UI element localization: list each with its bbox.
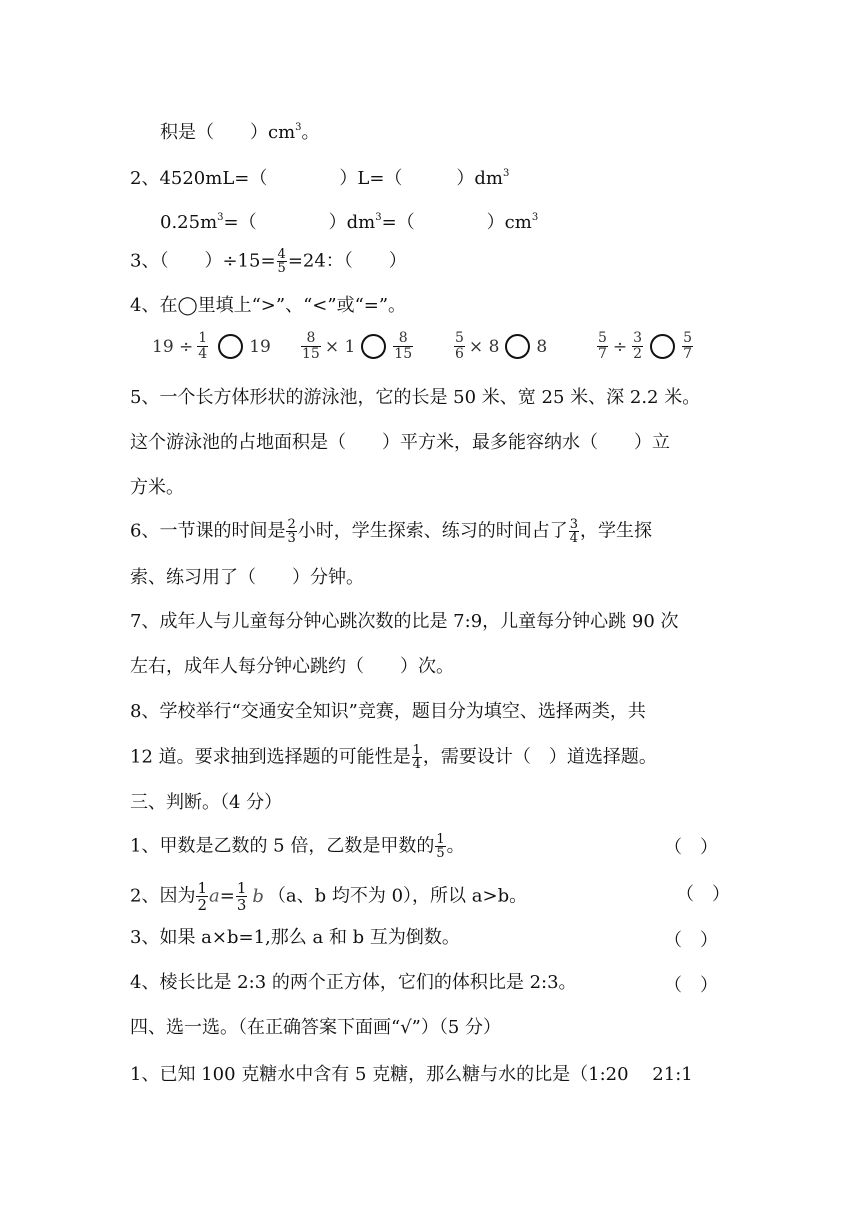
text: 积是（ ）cm <box>160 122 296 143</box>
text: 索、练习用了（ ）分钟。 <box>130 567 364 588</box>
judge-1-answer-parens[interactable]: （ ） <box>664 837 718 858</box>
text: 19 ÷ <box>152 336 194 357</box>
text: 4、在◯里填上“>”、“<”或“=”。 <box>130 295 407 316</box>
answer-circle[interactable] <box>361 334 386 359</box>
text: 左右，成年人每分钟心跳约（ ）次。 <box>130 656 454 677</box>
text: 三、判断。（4 分） <box>130 792 283 813</box>
fraction <box>632 331 643 362</box>
text: 。 <box>301 122 320 143</box>
question-8-line-1 <box>130 700 646 724</box>
superscript: 3 <box>531 212 539 223</box>
question-3 <box>130 248 407 275</box>
text: 3、（ ）÷15= <box>130 250 276 272</box>
numerator: 3 <box>633 330 643 346</box>
text: × 8 <box>468 336 500 357</box>
answer-circle[interactable] <box>218 334 243 359</box>
numerator: 2 <box>287 517 296 532</box>
question-6-line-1 <box>130 518 652 545</box>
text: 2、4520mL=（ ）L=（ ）dm <box>130 168 503 189</box>
fraction <box>435 833 445 860</box>
text: 7、成年人与儿童每分钟心跳次数的比是 7:9，儿童每分钟心跳 90 次 <box>130 611 679 632</box>
fraction <box>236 880 248 913</box>
text: 方米。 <box>130 477 184 498</box>
text: 四、选一选。（在正确答案下面画“√”）（5 分） <box>130 1017 502 1038</box>
denominator: 5 <box>436 846 445 861</box>
text: 19 <box>249 336 271 357</box>
fraction <box>454 331 465 362</box>
question-2-line-1 <box>130 162 509 191</box>
judge-4 <box>130 971 577 995</box>
text: ÷ <box>612 336 628 357</box>
denominator: 4 <box>569 531 579 546</box>
superscript: 3 <box>375 212 382 223</box>
text: 小时，学生探索、练习的时间占了 <box>297 520 568 542</box>
text: ，学生探 <box>580 520 653 542</box>
judge-2 <box>130 880 527 913</box>
question-4 <box>130 294 406 318</box>
text: =24：（ ） <box>287 250 407 272</box>
variable: a <box>209 885 220 907</box>
fraction <box>412 744 422 771</box>
fraction <box>286 518 296 545</box>
variable: b <box>252 885 264 907</box>
numerator: 5 <box>598 330 607 346</box>
judge-3 <box>130 926 460 950</box>
numerator: 8 <box>398 330 408 346</box>
text: 8、学校举行“交通安全知识”竞赛，题目分为填空、选择两类，共 <box>130 701 646 722</box>
question-5-line-2 <box>130 431 670 455</box>
fraction <box>569 518 579 545</box>
text: 8 <box>536 336 548 357</box>
judge-2-answer-parens[interactable]: （ ） <box>676 884 730 905</box>
question-5-line-3 <box>130 476 184 500</box>
compare-expression-3 <box>453 331 547 362</box>
fraction <box>597 331 608 362</box>
fraction <box>393 331 413 362</box>
text: ，需要设计（ ）道选择题。 <box>422 746 657 768</box>
judge-4-answer-parens[interactable]: （ ） <box>664 975 718 996</box>
line-volume-unit <box>160 116 320 145</box>
fraction <box>197 331 208 362</box>
numerator: 5 <box>683 330 693 346</box>
denominator: 6 <box>455 346 464 362</box>
text: 5、一个长方体形状的游泳池，它的长是 50 米、宽 25 米、深 2.2 米。 <box>130 387 701 408</box>
denominator: 7 <box>683 346 693 362</box>
text: 2、因为 <box>130 885 196 907</box>
question-2-line-2 <box>160 206 538 235</box>
judge-1 <box>130 833 465 860</box>
text: × 1 <box>324 336 356 357</box>
answer-circle[interactable] <box>650 334 675 359</box>
text: 4、棱长比是 2:3 的两个正方体，它们的体积比是 2:3。 <box>130 972 577 993</box>
compare-expression-2 <box>300 331 414 362</box>
text: 这个游泳池的占地面积是（ ）平方米，最多能容纳水（ ）立 <box>130 432 670 453</box>
section-4-heading <box>130 1016 501 1040</box>
denominator: 4 <box>412 757 421 772</box>
text: 1、已知 100 克糖水中含有 5 克糖，那么糖与水的比是（1:20 21:1 <box>130 1064 693 1085</box>
superscript: 3 <box>217 212 224 223</box>
judge-3-answer-parens[interactable]: （ ） <box>664 930 718 951</box>
numerator: 3 <box>569 517 579 532</box>
fraction <box>277 248 287 275</box>
question-6-line-2 <box>130 566 364 590</box>
numerator: 1 <box>436 832 445 847</box>
text: 12 道。要求抽到选择题的可能性是 <box>130 746 411 768</box>
question-5-line-1 <box>130 386 700 410</box>
compare-expression-4 <box>596 331 694 362</box>
text: = <box>219 885 235 907</box>
numerator: 1 <box>197 879 207 897</box>
text: 0.25m <box>160 212 218 233</box>
fraction <box>682 331 693 362</box>
text: （a、b 均不为 0），所以 a>b。 <box>267 885 528 907</box>
denominator: 2 <box>633 346 643 362</box>
question-7-line-2 <box>130 655 454 679</box>
numerator: 8 <box>306 330 316 346</box>
text: =（ ）cm <box>381 212 532 233</box>
denominator: 2 <box>197 896 207 914</box>
text: 3、如果 a×b=1,那么 a 和 b 互为倒数。 <box>130 927 460 948</box>
section-3-heading <box>130 791 282 815</box>
question-7-line-1 <box>130 610 679 634</box>
denominator: 15 <box>394 346 413 362</box>
denominator: 3 <box>287 531 296 546</box>
numerator: 5 <box>455 330 464 346</box>
fraction <box>196 880 208 913</box>
compare-expression-1 <box>152 331 271 362</box>
text: 。 <box>446 835 465 857</box>
denominator: 4 <box>198 346 208 362</box>
numerator: 1 <box>412 743 421 758</box>
answer-circle[interactable] <box>505 334 530 359</box>
question-8-line-2 <box>130 744 657 771</box>
superscript: 3 <box>295 122 302 133</box>
numerator: 1 <box>236 879 247 897</box>
text: =（ ）dm <box>223 212 376 233</box>
numerator: 1 <box>198 330 208 346</box>
denominator: 3 <box>236 896 247 914</box>
denominator: 15 <box>302 346 320 362</box>
text: 6、一节课的时间是 <box>130 520 286 542</box>
fraction <box>301 331 321 362</box>
choice-1 <box>130 1063 693 1087</box>
superscript: 3 <box>503 168 510 179</box>
denominator: 5 <box>277 261 286 276</box>
numerator: 4 <box>277 247 286 262</box>
text: 1、甲数是乙数的 5 倍，乙数是甲数的 <box>130 835 435 857</box>
denominator: 7 <box>598 346 607 362</box>
